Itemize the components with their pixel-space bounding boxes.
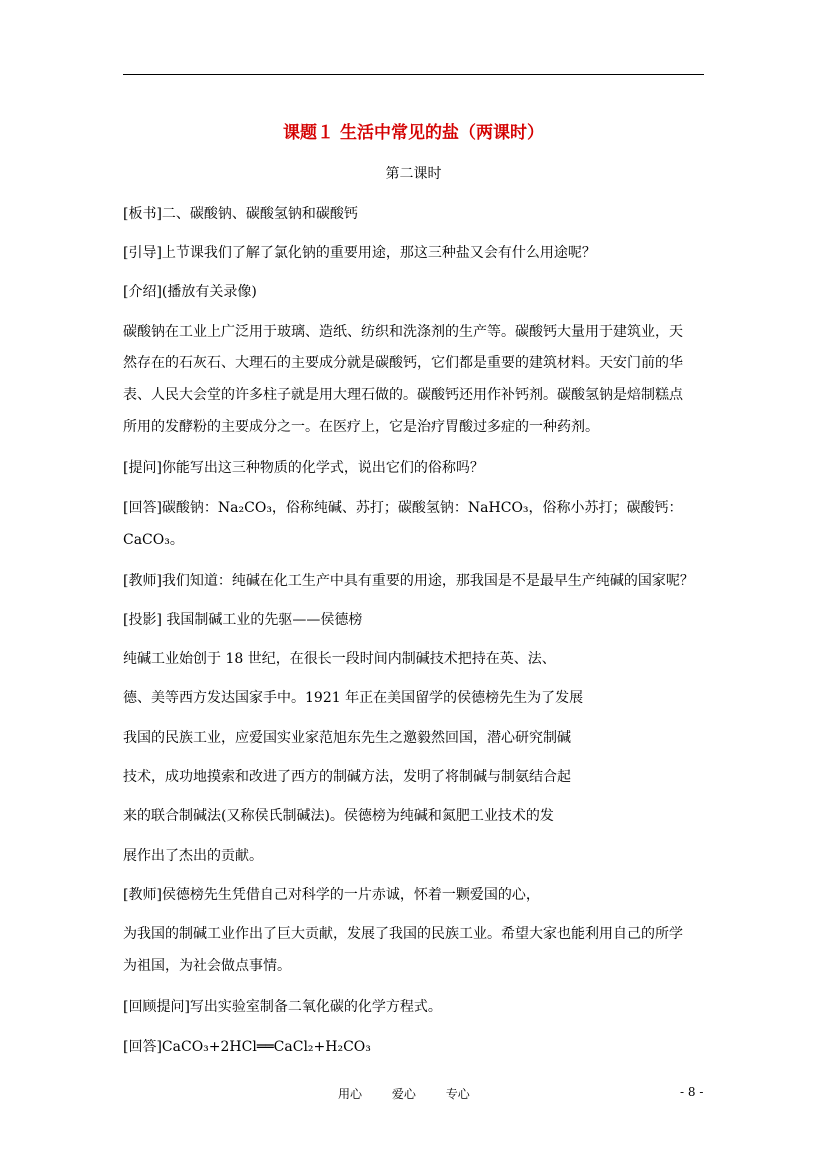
text-line: [提问]你能写出这三种物质的化学式，说出它们的俗称吗？ (123, 460, 484, 476)
footer-motto (338, 1085, 496, 1102)
text-line: [回顾提问]写出实验室制备二氧化碳的化学方程式。 (123, 999, 442, 1015)
text-line: [介绍](播放有关录像) (123, 284, 257, 300)
text-line: 纯碱工业始创于 18 世纪，在很长一段时间内制碱技术把持在英、法、 (123, 651, 556, 667)
header-rule (123, 74, 704, 75)
text-line: 表、人民大会堂的许多柱子就是用大理石做的。碳酸钙还用作补钙剂。碳酸氢钠是焙制糕点 (123, 387, 683, 403)
text-line: 德、美等西方发达国家手中。1921 年正在美国留学的侯德榜先生为了发展 (123, 690, 584, 706)
text-line: 所用的发酵粉的主要成分之一。在医疗上，它是治疗胃酸过多症的一种药剂。 (123, 419, 599, 435)
page-title: 课题１ 生活中常见的盐（两课时） (283, 123, 544, 143)
text-line: [回答]碳酸钠：Na₂CO₃，俗称纯碱、苏打；碳酸氢钠：NaHCO₃，俗称小苏打；碳酸钙： (123, 500, 683, 516)
text-line: 为我国的制碱工业作出了巨大贡献，发展了我国的民族工业。希望大家也能利用自己的所学 (123, 926, 683, 942)
text-line: CaCO₃。 (123, 532, 184, 548)
text-line: 展作出了杰出的贡献。 (123, 848, 263, 864)
text-line: [教师]侯德榜先生凭借自己对科学的一片赤诚，怀着一颗爱国的心， (123, 887, 540, 903)
text-line: 碳酸钠在工业上广泛用于玻璃、造纸、纺织和洗涤剂的生产等。碳酸钙大量用于建筑业，天 (123, 324, 683, 340)
lesson-subtitle: 第二课时 (385, 166, 442, 182)
text-line: 我国的民族工业，应爱国实业家范旭东先生之邀毅然回国，潜心研究制碱 (123, 730, 571, 746)
page-number: - 8 - (680, 1085, 704, 1099)
text-line: [教师]我们知道：纯碱在化工生产中具有重要的用途，那我国是不是最早生产纯碱的国家呢？ (123, 573, 694, 589)
text-line: [板书]二、碳酸钠、碳酸氢钠和碳酸钙 (123, 206, 358, 222)
text-line: 技术，成功地摸索和改进了西方的制碱方法，发明了将制碱与制氨结合起 (123, 769, 571, 785)
text-line: 然存在的石灰石、大理石的主要成分就是碳酸钙，它们都是重要的建筑材料。天安门前的华 (123, 355, 683, 371)
text-line: [回答]CaCO₃+2HCl══CaCl₂+H₂CO₃ (123, 1039, 371, 1055)
footer-motto-word: 专心 (445, 1087, 470, 1101)
text-line: [引导]上节课我们了解了氯化钠的重要用途，那这三种盐又会有什么用途呢？ (123, 245, 596, 261)
text-line: [投影] 我国制碱工业的先驱——侯德榜 (123, 612, 363, 628)
footer-motto-word: 用心 (338, 1087, 363, 1101)
footer-motto-word: 爱心 (391, 1087, 416, 1101)
text-line: 为祖国，为社会做点事情。 (123, 958, 291, 974)
text-line: 来的联合制碱法(又称侯氏制碱法)。侯德榜为纯碱和氮肥工业技术的发 (123, 808, 554, 824)
